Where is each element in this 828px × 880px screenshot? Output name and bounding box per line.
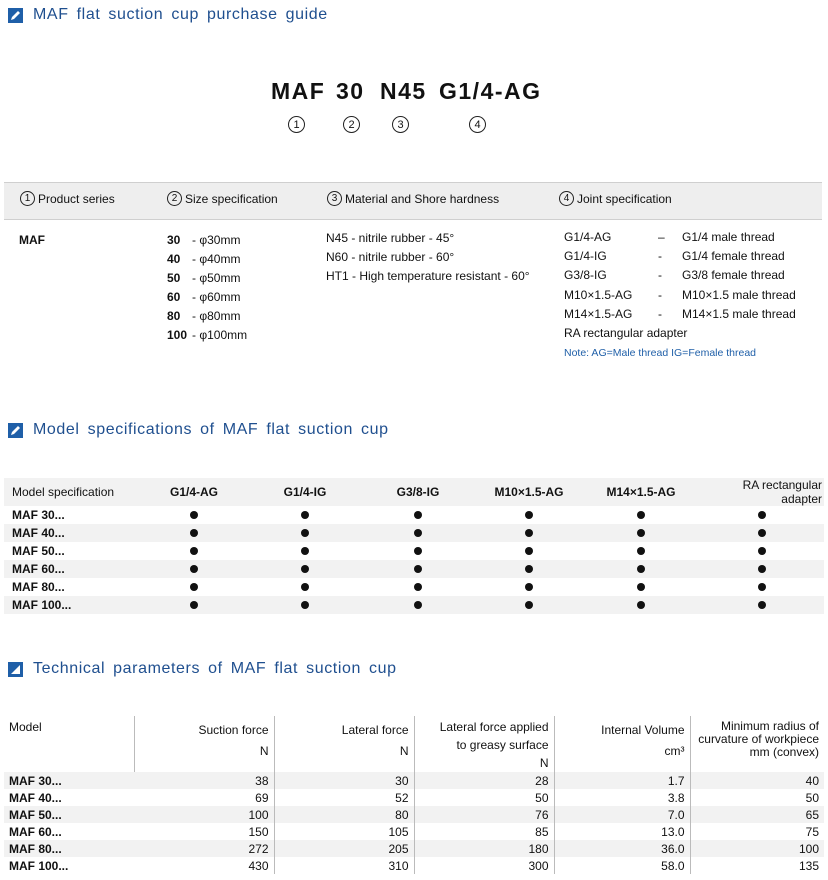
table-row (4, 596, 824, 614)
cell-greasy: 76 (414, 806, 554, 823)
cell-greasy: 50 (414, 789, 554, 806)
cell-lateral: 52 (274, 789, 414, 806)
col-header: G3/8-IG (396, 485, 440, 499)
joint-dash: - (658, 307, 662, 321)
available-dot (758, 601, 766, 609)
table-header-row (4, 716, 824, 772)
size-desc: - φ100mm (192, 328, 248, 342)
section-title-model-specifications (8, 421, 389, 439)
available-dot (190, 565, 198, 573)
col-header-greasy: Lateral force applied to greasy surface N (414, 716, 554, 772)
edit-icon (8, 8, 23, 23)
joint-code: G1/4-AG (564, 230, 612, 244)
cell-volume: 36.0 (554, 840, 690, 857)
joint-dash: - (658, 268, 662, 282)
code-number-4: 4 (469, 116, 486, 133)
guide-header-joint: 4 Joint specification (559, 191, 672, 206)
guide-header-series: 1 Product series (20, 191, 115, 206)
available-dot (190, 547, 198, 555)
table-row (4, 560, 824, 578)
available-dot (525, 601, 533, 609)
size-code: 40 (167, 252, 181, 266)
code-part-joint: G1/4-AG (439, 78, 542, 104)
cell-radius: 100 (798, 841, 819, 856)
joint-dash: - (658, 288, 662, 302)
joint-ra: RA rectangular adapter (564, 326, 688, 340)
available-dot (301, 547, 309, 555)
col-header-volume: Internal Volume cm³ (554, 716, 690, 772)
joint-desc: G3/8 female thread (682, 268, 785, 282)
size-code: 50 (167, 271, 181, 285)
cell-radius: 40 (805, 773, 819, 788)
available-dot (525, 547, 533, 555)
available-dot (637, 583, 645, 591)
cell-volume: 1.7 (554, 772, 690, 789)
code-number-1: 1 (288, 116, 305, 133)
available-dot (414, 601, 422, 609)
available-dot (758, 547, 766, 555)
row-model: MAF 100... (12, 598, 72, 612)
size-desc: - φ50mm (192, 271, 241, 285)
model-code (0, 78, 828, 108)
table-header-row (4, 478, 824, 506)
cell-suction: 38 (134, 772, 274, 789)
size-code: 80 (167, 309, 181, 323)
table-row (4, 789, 824, 806)
available-dot (301, 511, 309, 519)
col-header-radius: Minimum radius of curvature of workpiece mm (convex) (698, 719, 819, 759)
available-dot (190, 583, 198, 591)
available-dot (758, 511, 766, 519)
table-row (4, 840, 824, 857)
code-number-3: 3 (392, 116, 409, 133)
table-row (4, 578, 824, 596)
joint-desc: M14×1.5 male thread (682, 307, 796, 321)
cell-model: MAF 80... (9, 841, 62, 856)
cell-radius: 50 (805, 790, 819, 805)
available-dot (758, 529, 766, 537)
available-dot (637, 547, 645, 555)
row-model: MAF 80... (12, 580, 65, 594)
table-row (4, 524, 824, 542)
joint-desc: G1/4 male thread (682, 230, 775, 244)
col-header: G1/4-AG (169, 485, 218, 499)
cell-volume: 3.8 (554, 789, 690, 806)
joint-dash: - (658, 249, 662, 263)
available-dot (414, 547, 422, 555)
available-dot (637, 601, 645, 609)
cell-volume: 58.0 (554, 857, 690, 874)
model-spec-table (4, 478, 824, 614)
available-dot (301, 583, 309, 591)
col-header: Model specification (12, 485, 115, 499)
joint-code: M10×1.5-AG (564, 288, 633, 302)
guide-series: MAF (19, 233, 45, 247)
col-header: G1/4-IG (283, 485, 327, 499)
size-desc: - φ80mm (192, 309, 241, 323)
corner-box-icon (8, 662, 23, 677)
available-dot (637, 511, 645, 519)
cell-lateral: 30 (274, 772, 414, 789)
col-header: M14×1.5-AG (606, 485, 676, 499)
table-row (4, 772, 824, 789)
cell-suction: 100 (134, 806, 274, 823)
guide-header (4, 182, 822, 220)
size-code: 30 (167, 233, 181, 247)
col-header: M10×1.5-AG (494, 485, 564, 499)
cell-greasy: 300 (414, 857, 554, 874)
col-header-lateral: Lateral force N (274, 716, 414, 772)
material-item: N45 - nitrile rubber - 45° (326, 231, 455, 245)
table-row (4, 506, 824, 524)
size-code: 100 (167, 328, 188, 342)
technical-parameters-table (4, 716, 824, 874)
available-dot (525, 583, 533, 591)
available-dot (301, 529, 309, 537)
joint-code: G3/8-IG (564, 268, 607, 282)
available-dot (414, 511, 422, 519)
available-dot (190, 511, 198, 519)
cell-model: MAF 50... (9, 807, 62, 822)
size-desc: - φ30mm (192, 233, 241, 247)
guide-header-size: 2 Size specification (167, 191, 278, 206)
section-title-text: Model specifications of MAF flat suction cup (33, 421, 389, 438)
available-dot (190, 529, 198, 537)
guide-header-material: 3 Material and Shore hardness (327, 191, 499, 206)
available-dot (758, 565, 766, 573)
row-model: MAF 40... (12, 526, 65, 540)
table-row (4, 806, 824, 823)
available-dot (637, 529, 645, 537)
available-dot (301, 565, 309, 573)
table-row (4, 542, 824, 560)
cell-greasy: 180 (414, 840, 554, 857)
size-desc: - φ60mm (192, 290, 241, 304)
cell-lateral: 80 (274, 806, 414, 823)
size-code: 60 (167, 290, 181, 304)
available-dot (190, 601, 198, 609)
available-dot (525, 565, 533, 573)
cell-lateral: 205 (274, 840, 414, 857)
available-dot (301, 601, 309, 609)
available-dot (525, 529, 533, 537)
col-header: RA rectangular adapter (742, 478, 822, 506)
cell-model: MAF 100... (9, 858, 69, 873)
col-header-suction: Suction force N (134, 716, 274, 772)
col-header-model: Model (4, 716, 134, 772)
row-model: MAF 50... (12, 544, 65, 558)
available-dot (414, 529, 422, 537)
table-row (4, 823, 824, 840)
cell-suction: 150 (134, 823, 274, 840)
cell-suction: 69 (134, 789, 274, 806)
cell-suction: 430 (134, 857, 274, 874)
material-item: N60 - nitrile rubber - 60° (326, 250, 455, 264)
cell-radius: 135 (798, 858, 819, 873)
available-dot (414, 583, 422, 591)
code-number-2: 2 (343, 116, 360, 133)
table-row (4, 857, 824, 874)
row-model: MAF 60... (12, 562, 65, 576)
cell-model: MAF 40... (9, 790, 62, 805)
cell-model: MAF 30... (9, 773, 62, 788)
cell-volume: 13.0 (554, 823, 690, 840)
cell-model: MAF 60... (9, 824, 62, 839)
cell-lateral: 105 (274, 823, 414, 840)
code-part-material: N45 (380, 78, 427, 104)
code-part-series: MAF (271, 78, 326, 104)
section-title-text: Technical parameters of MAF flat suction cup (33, 660, 397, 677)
cell-suction: 272 (134, 840, 274, 857)
available-dot (414, 565, 422, 573)
cell-lateral: 310 (274, 857, 414, 874)
joint-desc: G1/4 female thread (682, 249, 785, 263)
cell-radius: 75 (805, 824, 819, 839)
cell-volume: 7.0 (554, 806, 690, 823)
available-dot (525, 511, 533, 519)
available-dot (758, 583, 766, 591)
size-desc: - φ40mm (192, 252, 241, 266)
joint-desc: M10×1.5 male thread (682, 288, 796, 302)
section-title-text: MAF flat suction cup purchase guide (33, 6, 328, 23)
joint-code: M14×1.5-AG (564, 307, 633, 321)
cell-radius: 65 (805, 807, 819, 822)
cell-greasy: 85 (414, 823, 554, 840)
section-title-purchase-guide (8, 6, 328, 24)
cell-greasy: 28 (414, 772, 554, 789)
material-item: HT1 - High temperature resistant - 60° (326, 269, 530, 283)
section-title-technical-parameters (8, 660, 397, 678)
joint-code: G1/4-IG (564, 249, 607, 263)
joint-dash: – (658, 230, 665, 244)
code-part-size: 30 (336, 78, 365, 104)
joint-note: Note: AG=Male thread IG=Female thread (564, 347, 757, 359)
available-dot (637, 565, 645, 573)
row-model: MAF 30... (12, 508, 65, 522)
edit-icon (8, 423, 23, 438)
